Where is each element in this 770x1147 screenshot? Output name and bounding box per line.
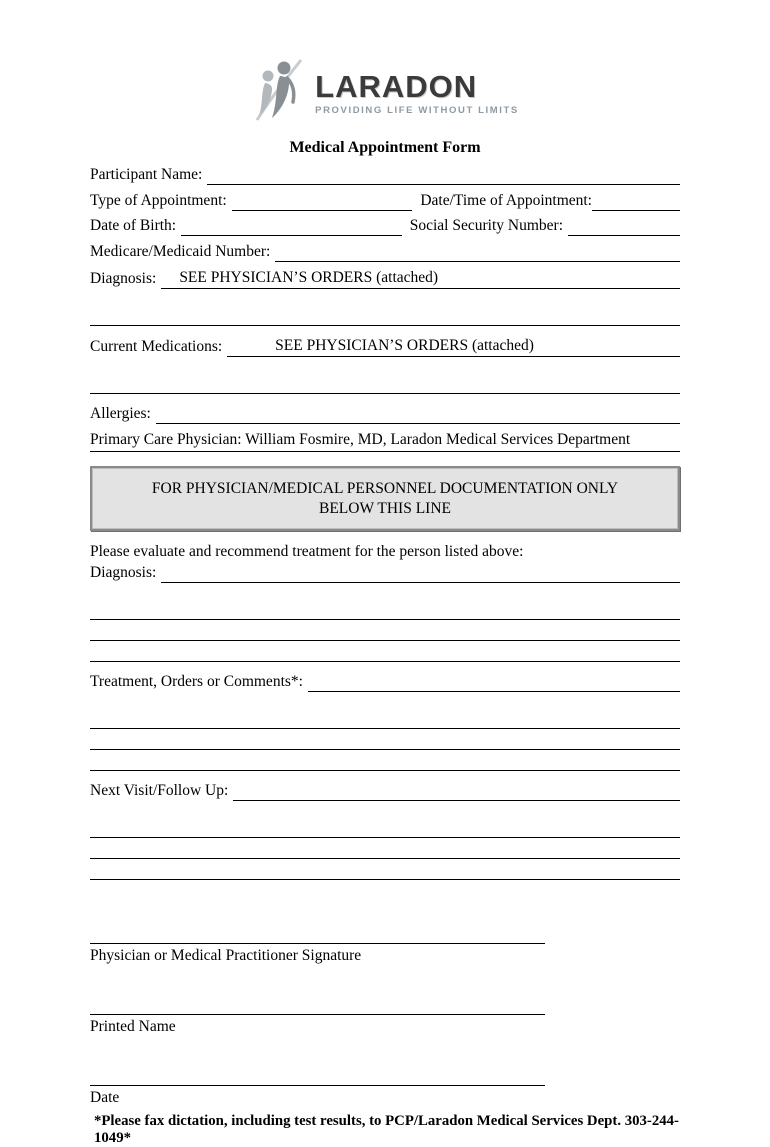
diagnosis-field[interactable]: SEE PHYSICIAN’S ORDERS (attached) (161, 268, 680, 289)
physician-diagnosis-line-2[interactable] (90, 620, 680, 641)
participant-name-label: Participant Name: (90, 166, 203, 183)
physician-diagnosis-row (90, 563, 680, 583)
date-field[interactable] (90, 1062, 545, 1086)
current-medications-row (90, 336, 680, 357)
primary-care-physician-line: Primary Care Physician: William Fosmire, MD, Laradon Medical Services Department (90, 430, 680, 452)
allergies-row (90, 404, 680, 424)
treatment-row (90, 672, 680, 692)
physician-diagnosis-field[interactable] (161, 566, 680, 583)
printed-name-label: Printed Name (90, 1018, 176, 1036)
medications-continuation-line[interactable] (90, 373, 680, 394)
physician-diagnosis-line-1[interactable] (90, 599, 680, 620)
medicare-label: Medicare/Medicaid Number: (90, 242, 271, 260)
datetime-field[interactable] (592, 194, 680, 211)
type-of-appointment-label: Type of Appointment: (90, 191, 227, 209)
laradon-figures-icon (251, 58, 309, 129)
next-visit-line-2[interactable] (90, 838, 680, 859)
participant-name-field[interactable] (207, 168, 680, 185)
type-of-appointment-field[interactable] (232, 194, 413, 211)
treatment-label: Treatment, Orders or Comments*: (90, 673, 303, 691)
dob-field[interactable] (181, 219, 402, 236)
next-visit-line-3[interactable] (90, 859, 680, 880)
ssn-field[interactable] (568, 219, 680, 236)
next-visit-label: Next Visit/Follow Up: (90, 782, 229, 800)
signature-label: Physician or Medical Practitioner Signature (90, 947, 362, 965)
diagnosis-label: Diagnosis: (90, 269, 157, 287)
evaluate-instruction: Please evaluate and recommend treatment for the person listed above: (90, 542, 524, 560)
medicare-row (90, 242, 680, 262)
treatment-line-2[interactable] (90, 729, 680, 750)
appointment-row (90, 191, 680, 211)
diagnosis-continuation-line[interactable] (90, 305, 680, 326)
treatment-field[interactable] (308, 675, 680, 692)
logo-tagline: PROVIDING LIFE WITHOUT LIMITS (315, 105, 519, 116)
physician-diagnosis-line-3[interactable] (90, 641, 680, 662)
medicare-field[interactable] (275, 245, 680, 262)
next-visit-row (90, 781, 680, 801)
logo-wordmark: LARADON (315, 69, 478, 104)
ssn-label: Social Security Number: (409, 217, 563, 235)
physician-documentation-notice: FOR PHYSICIAN/MEDICAL PERSONNEL DOCUMENTATION ONLY BELOW THIS LINE (90, 466, 680, 531)
signature-field[interactable] (90, 920, 545, 944)
next-visit-line-1[interactable] (90, 817, 680, 838)
physician-diagnosis-label: Diagnosis: (90, 563, 157, 581)
datetime-label: Date/Time of Appointment: (420, 191, 592, 209)
page-title: Medical Appointment Form (289, 139, 481, 156)
current-medications-label: Current Medications: (90, 337, 223, 355)
printed-name-field[interactable] (90, 991, 545, 1015)
allergies-label: Allergies: (90, 404, 151, 422)
participant-name-row (90, 165, 680, 185)
fax-instruction: *Please fax dictation, including test results, to PCP/Laradon Medical Services Dept. 303-244-1049* (94, 1113, 679, 1147)
treatment-line-3[interactable] (90, 750, 680, 771)
current-medications-field[interactable]: SEE PHYSICIAN’S ORDERS (attached) (227, 336, 680, 357)
dob-ssn-row (90, 216, 680, 236)
dob-label: Date of Birth: (90, 217, 177, 235)
logo-text (315, 71, 519, 116)
date-label: Date (90, 1089, 120, 1107)
next-visit-field[interactable] (233, 784, 680, 801)
allergies-field[interactable] (156, 407, 680, 424)
logo (90, 58, 680, 129)
diagnosis-row (90, 268, 680, 289)
treatment-line-1[interactable] (90, 708, 680, 729)
